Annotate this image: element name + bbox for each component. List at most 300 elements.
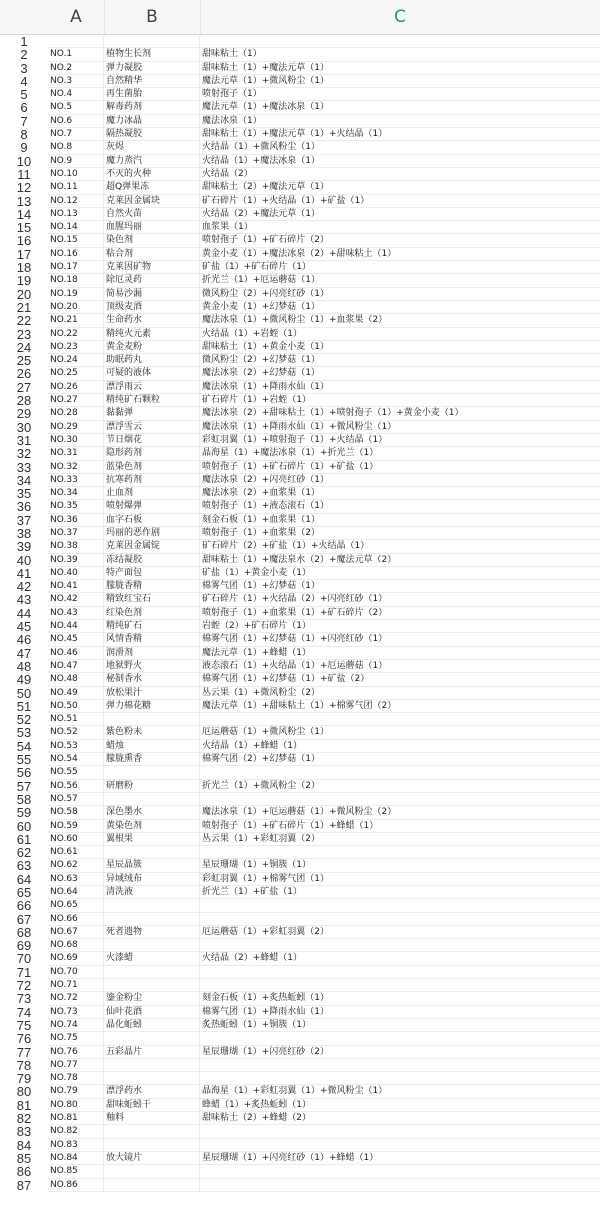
cell-a[interactable]: NO.41 xyxy=(48,580,104,593)
row-number[interactable]: 79 xyxy=(16,1071,32,1087)
cell-a[interactable]: NO.84 xyxy=(48,1152,104,1165)
cell-c[interactable] xyxy=(200,1072,600,1085)
cell-c[interactable] xyxy=(200,899,600,912)
cell-c[interactable]: 火结晶（1）+岩蛭（1） xyxy=(200,328,600,341)
cell-a[interactable]: NO.56 xyxy=(48,780,104,793)
row-number[interactable]: 36 xyxy=(16,499,32,515)
cell-c[interactable]: 喷射孢子（1）+矿石碎片（1）+矿盐（1） xyxy=(200,461,600,474)
cell-b[interactable]: 五彩晶片 xyxy=(104,1046,200,1059)
cell-a[interactable]: NO.74 xyxy=(48,1019,104,1032)
cell-a[interactable]: NO.17 xyxy=(48,261,104,274)
cell-c[interactable]: 折光兰（1）+矿盐（1） xyxy=(200,886,600,899)
row-number[interactable]: 46 xyxy=(16,632,32,648)
cell-c[interactable]: 魔法冰泉（1）+降雨水仙（1）+微风粉尘（1） xyxy=(200,421,600,434)
row-number[interactable]: 38 xyxy=(16,525,32,541)
cell-a[interactable]: NO.39 xyxy=(48,554,104,567)
cell-b[interactable]: 解毒药剂 xyxy=(104,101,200,114)
cell-c[interactable]: 甜味粘土（2）+蜂蜡（2） xyxy=(200,1112,600,1125)
cell-b[interactable]: 朦胧香精 xyxy=(104,580,200,593)
cell-c[interactable]: 甜味粘土（1）+魔法泉水（2）+魔法元草（2） xyxy=(200,554,600,567)
cell-a[interactable]: NO.36 xyxy=(48,514,104,527)
cell-b[interactable]: 顶级麦酒 xyxy=(104,301,200,314)
cell-c[interactable]: 魔法元草（1）+甜味粘土（1）+棉雾气团（2） xyxy=(200,700,600,713)
cell-c[interactable]: 火结晶（2）+蜂蜡（1） xyxy=(200,952,600,965)
row-number[interactable]: 18 xyxy=(16,260,32,276)
cell-a[interactable]: NO.27 xyxy=(48,394,104,407)
cell-a[interactable]: NO.3 xyxy=(48,75,104,88)
cell-b[interactable]: 节日烟花 xyxy=(104,434,200,447)
cell-a[interactable]: NO.44 xyxy=(48,620,104,633)
cell-a[interactable]: NO.16 xyxy=(48,248,104,261)
cell-b[interactable]: 再生菌胎 xyxy=(104,88,200,101)
row-number[interactable]: 41 xyxy=(16,565,32,581)
row-number[interactable]: 52 xyxy=(16,712,32,728)
cell-b[interactable]: 晶化蚯蚓 xyxy=(104,1019,200,1032)
cell-a[interactable]: NO.83 xyxy=(48,1139,104,1152)
cell-a[interactable]: NO.49 xyxy=(48,687,104,700)
cell-b[interactable] xyxy=(104,766,200,779)
cell-b[interactable] xyxy=(104,713,200,726)
cell-a[interactable]: NO.67 xyxy=(48,926,104,939)
cell-c[interactable]: 矿盐（1）+黄金小麦（1） xyxy=(200,567,600,580)
cell-c[interactable]: 刻金石板（1）+炙热蚯蚓（1） xyxy=(200,992,600,1005)
cell-a[interactable]: NO.26 xyxy=(48,381,104,394)
row-number[interactable]: 23 xyxy=(16,326,32,342)
cell-c[interactable] xyxy=(200,966,600,979)
cell-b[interactable] xyxy=(104,793,200,806)
row-number[interactable]: 87 xyxy=(16,1177,32,1193)
cell-b[interactable]: 魔力蒸汽 xyxy=(104,155,200,168)
row-number[interactable]: 14 xyxy=(16,206,32,222)
cell-c[interactable]: 星辰珊瑚（1）+闪亮红砂（1）+蜂蜡（1） xyxy=(200,1152,600,1165)
cell-b[interactable]: 紫色粉末 xyxy=(104,726,200,739)
cell-c[interactable]: 晶海星（1）+彩虹羽翼（1）+微风粉尘（1） xyxy=(200,1085,600,1098)
row-number[interactable]: 49 xyxy=(16,672,32,688)
cell-c[interactable]: 火结晶（1）+蜂蜡（1） xyxy=(200,740,600,753)
cell-b[interactable]: 润滑剂 xyxy=(104,647,200,660)
cell-b[interactable]: 克莱因金属锭 xyxy=(104,540,200,553)
column-header-c[interactable]: C xyxy=(394,7,406,27)
row-number[interactable]: 28 xyxy=(16,393,32,409)
cell-a[interactable]: NO.65 xyxy=(48,899,104,912)
cell-b[interactable]: 风情香精 xyxy=(104,633,200,646)
cell-b[interactable]: 隐形药剂 xyxy=(104,447,200,460)
row-number[interactable]: 60 xyxy=(16,818,32,834)
cell-a[interactable]: NO.10 xyxy=(48,168,104,181)
cell-c[interactable]: 甜味粘土（1）+黄金小麦（1） xyxy=(200,341,600,354)
cell-b[interactable]: 自然精华 xyxy=(104,75,200,88)
cell-c[interactable] xyxy=(200,793,600,806)
cell-c[interactable]: 甜味粘土（1）+魔法元草（1） xyxy=(200,62,600,75)
cell-b[interactable] xyxy=(104,1059,200,1072)
cell-a[interactable]: NO.61 xyxy=(48,846,104,859)
cell-c[interactable]: 棉雾气团（1）+幻梦菇（1）+矿盐（2） xyxy=(200,673,600,686)
cell-c[interactable]: 矿石碎片（1）+火结晶（1）+矿盐（1） xyxy=(200,195,600,208)
cell-b[interactable]: 秘制香水 xyxy=(104,673,200,686)
cell-c[interactable]: 岩蛭（2）+矿石碎片（1） xyxy=(200,620,600,633)
cell-a[interactable]: NO.77 xyxy=(48,1059,104,1072)
row-number[interactable]: 39 xyxy=(16,539,32,555)
cell-c[interactable]: 魔法元草（1）+魔法冰泉（1） xyxy=(200,101,600,114)
column-header-a[interactable]: A xyxy=(48,0,105,34)
row-number[interactable]: 73 xyxy=(16,991,32,1007)
cell-b[interactable]: 甜味蚯蚓干 xyxy=(104,1099,200,1112)
cell-a[interactable]: NO.57 xyxy=(48,793,104,806)
row-number[interactable]: 70 xyxy=(16,951,32,967)
row-number[interactable]: 22 xyxy=(16,313,32,329)
cell-b[interactable]: 蓝染色剂 xyxy=(104,461,200,474)
cell-c[interactable]: 喷射孢子（1）+矿石碎片（1）+蜂蜡（1） xyxy=(200,820,600,833)
cell-c[interactable]: 火结晶（2）+魔法元草（1） xyxy=(200,208,600,221)
cell-c[interactable]: 矿石碎片（1）+岩蛭（1） xyxy=(200,394,600,407)
row-number[interactable]: 51 xyxy=(16,698,32,714)
row-number[interactable]: 61 xyxy=(16,831,32,847)
cell-c[interactable]: 魔法元草（1）+蜂蜡（1） xyxy=(200,647,600,660)
cell-c[interactable]: 微风粉尘（2）+幻梦菇（1） xyxy=(200,354,600,367)
cell-a[interactable]: NO.52 xyxy=(48,726,104,739)
cell-b[interactable]: 漂浮雨云 xyxy=(104,381,200,394)
cell-b[interactable]: 死者遗物 xyxy=(104,926,200,939)
cell-b[interactable]: 可疑的液体 xyxy=(104,367,200,380)
cell-a[interactable]: NO.15 xyxy=(48,234,104,247)
cell-a[interactable]: NO.23 xyxy=(48,341,104,354)
row-number[interactable]: 67 xyxy=(16,911,32,927)
row-number[interactable]: 19 xyxy=(16,273,32,289)
cell-a[interactable]: NO.1 xyxy=(48,48,104,61)
row-number[interactable]: 56 xyxy=(16,765,32,781)
cell-b[interactable]: 克莱因矿物 xyxy=(104,261,200,274)
cell-c[interactable]: 丛云果（1）+微风粉尘（2） xyxy=(200,687,600,700)
cell-b[interactable]: 玛丽的恶作剧 xyxy=(104,527,200,540)
cell-a[interactable]: NO.18 xyxy=(48,274,104,287)
cell-b[interactable]: 黏黏弹 xyxy=(104,407,200,420)
row-number[interactable]: 7 xyxy=(20,113,28,129)
cell-a[interactable]: NO.81 xyxy=(48,1112,104,1125)
row-number[interactable]: 71 xyxy=(16,964,32,980)
cell-a[interactable]: NO.76 xyxy=(48,1046,104,1059)
row-number[interactable]: 53 xyxy=(16,725,32,741)
cell-c[interactable]: 折光兰（1）+微风粉尘（2） xyxy=(200,780,600,793)
cell-c[interactable]: 棉雾气团（2）+幻梦菇（1） xyxy=(200,753,600,766)
cell-c[interactable]: 矿石碎片（1）+火结晶（2）+闪亮红砂（1） xyxy=(200,593,600,606)
cell-a[interactable]: NO.47 xyxy=(48,660,104,673)
cell-a[interactable]: NO.62 xyxy=(48,859,104,872)
cell-b[interactable]: 灰烬 xyxy=(104,141,200,154)
row-number[interactable]: 76 xyxy=(16,1031,32,1047)
cell-a[interactable]: NO.46 xyxy=(48,647,104,660)
cell-c[interactable]: 火结晶（2） xyxy=(200,168,600,181)
row-number[interactable]: 47 xyxy=(16,645,32,661)
row-number[interactable]: 82 xyxy=(16,1111,32,1127)
cell-b[interactable]: 精纯矿石颗粒 xyxy=(104,394,200,407)
cell-b[interactable]: 精纯矿石 xyxy=(104,620,200,633)
row-number[interactable]: 3 xyxy=(20,60,28,76)
row-number[interactable]: 59 xyxy=(16,805,32,821)
cell-a[interactable]: NO.43 xyxy=(48,607,104,620)
row-number[interactable]: 57 xyxy=(16,778,32,794)
cell-b[interactable] xyxy=(104,1165,200,1178)
cell-c[interactable]: 魔法冰泉（1）+厄运蘑菇（1）+微风粉尘（2） xyxy=(200,806,600,819)
cell-b[interactable]: 自然火苗 xyxy=(104,208,200,221)
row-number[interactable]: 30 xyxy=(16,419,32,435)
row-number[interactable]: 86 xyxy=(16,1164,32,1180)
cell-a[interactable]: NO.21 xyxy=(48,314,104,327)
cell-a[interactable]: NO.64 xyxy=(48,886,104,899)
cell-a[interactable]: NO.80 xyxy=(48,1099,104,1112)
row-number[interactable]: 45 xyxy=(16,619,32,635)
cell-b[interactable] xyxy=(104,1125,200,1138)
cell-a[interactable] xyxy=(48,35,104,48)
row-number[interactable]: 55 xyxy=(16,752,32,768)
cell-c[interactable]: 矿盐（1）+矿石碎片（1） xyxy=(200,261,600,274)
cell-b[interactable]: 除厄灵药 xyxy=(104,274,200,287)
cell-b[interactable]: 染色剂 xyxy=(104,234,200,247)
row-number[interactable]: 84 xyxy=(16,1137,32,1153)
cell-b[interactable]: 放大镜片 xyxy=(104,1152,200,1165)
cell-b[interactable] xyxy=(104,1032,200,1045)
cell-c[interactable]: 星辰珊瑚（1）+铜簇（1） xyxy=(200,859,600,872)
row-number[interactable]: 15 xyxy=(16,220,32,236)
cell-a[interactable]: NO.78 xyxy=(48,1072,104,1085)
cell-c[interactable]: 喷射孢子（1） xyxy=(200,88,600,101)
cell-a[interactable]: NO.69 xyxy=(48,952,104,965)
cell-a[interactable]: NO.20 xyxy=(48,301,104,314)
cell-a[interactable]: NO.85 xyxy=(48,1165,104,1178)
cell-c[interactable]: 黄金小麦（1）+幻梦菇（1） xyxy=(200,301,600,314)
cell-a[interactable]: NO.34 xyxy=(48,487,104,500)
cell-c[interactable]: 矿石碎片（2）+矿盐（1）+火结晶（1） xyxy=(200,540,600,553)
cell-c[interactable]: 彩虹羽翼（1）+棉雾气团（1） xyxy=(200,873,600,886)
cell-b[interactable]: 翼根果 xyxy=(104,833,200,846)
cell-a[interactable]: NO.28 xyxy=(48,407,104,420)
cell-c[interactable] xyxy=(200,939,600,952)
row-number[interactable]: 66 xyxy=(16,898,32,914)
row-number[interactable]: 74 xyxy=(16,1004,32,1020)
cell-c[interactable]: 甜味粘土（2）+魔法元草（1） xyxy=(200,181,600,194)
row-number[interactable]: 5 xyxy=(20,87,28,103)
cell-b[interactable] xyxy=(104,1072,200,1085)
row-number[interactable]: 34 xyxy=(16,472,32,488)
cell-a[interactable]: NO.35 xyxy=(48,500,104,513)
cell-a[interactable]: NO.8 xyxy=(48,141,104,154)
cell-c[interactable]: 彩虹羽翼（1）+喷射孢子（1）+火结晶（1） xyxy=(200,434,600,447)
cell-c[interactable]: 星辰珊瑚（1）+闪亮红砂（2） xyxy=(200,1046,600,1059)
cell-a[interactable]: NO.86 xyxy=(48,1179,104,1192)
cell-a[interactable]: NO.66 xyxy=(48,913,104,926)
cell-a[interactable]: NO.30 xyxy=(48,434,104,447)
cell-b[interactable]: 不灭的火种 xyxy=(104,168,200,181)
cell-b[interactable]: 深色墨水 xyxy=(104,806,200,819)
row-number[interactable]: 29 xyxy=(16,406,32,422)
row-number[interactable]: 62 xyxy=(16,845,32,861)
cell-c[interactable]: 魔法元草（1）+微风粉尘（1） xyxy=(200,75,600,88)
cell-b[interactable] xyxy=(104,846,200,859)
cell-c[interactable] xyxy=(200,1125,600,1138)
cell-a[interactable]: NO.75 xyxy=(48,1032,104,1045)
cell-c[interactable]: 液态滚石（1）+火结晶（1）+厄运蘑菇（1） xyxy=(200,660,600,673)
cell-c[interactable] xyxy=(200,1179,600,1192)
row-number[interactable]: 20 xyxy=(16,286,32,302)
cell-a[interactable]: NO.37 xyxy=(48,527,104,540)
row-number[interactable]: 9 xyxy=(20,140,28,156)
cell-b[interactable]: 抗寒药剂 xyxy=(104,474,200,487)
cell-c[interactable]: 甜味粘土（1） xyxy=(200,48,600,61)
row-number[interactable]: 8 xyxy=(20,127,28,143)
row-number[interactable]: 2 xyxy=(20,47,28,63)
cell-a[interactable]: NO.48 xyxy=(48,673,104,686)
row-number[interactable]: 69 xyxy=(16,938,32,954)
cell-a[interactable]: NO.33 xyxy=(48,474,104,487)
cell-b[interactable]: 黄金麦粉 xyxy=(104,341,200,354)
row-number[interactable]: 17 xyxy=(16,246,32,262)
cell-b[interactable]: 蜡烛 xyxy=(104,740,200,753)
cell-b[interactable]: 研磨粉 xyxy=(104,780,200,793)
cell-a[interactable]: NO.25 xyxy=(48,367,104,380)
cell-a[interactable]: NO.70 xyxy=(48,966,104,979)
cell-a[interactable]: NO.72 xyxy=(48,992,104,1005)
row-number[interactable]: 26 xyxy=(16,366,32,382)
cell-b[interactable]: 隔热凝胶 xyxy=(104,128,200,141)
row-number[interactable]: 33 xyxy=(16,459,32,475)
cell-c[interactable]: 喷射孢子（1）+矿石碎片（2） xyxy=(200,234,600,247)
cell-b[interactable] xyxy=(104,966,200,979)
cell-c[interactable]: 喷射孢子（1）+血浆果（2） xyxy=(200,527,600,540)
cell-b[interactable]: 仙叶花酒 xyxy=(104,1006,200,1019)
cell-c[interactable] xyxy=(200,1059,600,1072)
cell-b[interactable]: 漂浮雪云 xyxy=(104,421,200,434)
cell-b[interactable] xyxy=(104,939,200,952)
cell-c[interactable] xyxy=(200,766,600,779)
cell-b[interactable]: 朦胧熏香 xyxy=(104,753,200,766)
cell-c[interactable]: 火结晶（1）+魔法冰泉（1） xyxy=(200,155,600,168)
cell-c[interactable]: 厄运蘑菇（1）+微风粉尘（1） xyxy=(200,726,600,739)
row-number[interactable]: 10 xyxy=(16,153,32,169)
cell-a[interactable]: NO.68 xyxy=(48,939,104,952)
cell-c[interactable] xyxy=(200,713,600,726)
row-number[interactable]: 42 xyxy=(16,579,32,595)
cell-a[interactable]: NO.55 xyxy=(48,766,104,779)
row-number[interactable]: 65 xyxy=(16,885,32,900)
cell-a[interactable]: NO.29 xyxy=(48,421,104,434)
cell-a[interactable]: NO.71 xyxy=(48,979,104,992)
cell-b[interactable]: 鎏金粉尘 xyxy=(104,992,200,1005)
cell-b[interactable]: 血腥玛丽 xyxy=(104,221,200,234)
cell-b[interactable]: 放松果汁 xyxy=(104,687,200,700)
cell-c[interactable] xyxy=(200,1139,600,1152)
cell-c[interactable]: 刻金石板（1）+血浆果（1） xyxy=(200,514,600,527)
cell-c[interactable]: 微风粉尘（2）+闪亮红砂（1） xyxy=(200,288,600,301)
row-number[interactable]: 27 xyxy=(16,379,32,395)
row-number[interactable]: 75 xyxy=(16,1017,32,1033)
row-number[interactable]: 43 xyxy=(16,592,32,608)
cell-a[interactable]: NO.24 xyxy=(48,354,104,367)
cell-a[interactable]: NO.54 xyxy=(48,753,104,766)
cell-c[interactable] xyxy=(200,913,600,926)
row-number[interactable]: 6 xyxy=(20,100,28,116)
row-number[interactable]: 11 xyxy=(17,166,31,182)
cell-b[interactable]: 漂浮药水 xyxy=(104,1085,200,1098)
cell-a[interactable]: NO.45 xyxy=(48,633,104,646)
cell-a[interactable]: NO.32 xyxy=(48,461,104,474)
cell-a[interactable]: NO.51 xyxy=(48,713,104,726)
cell-b[interactable]: 红染色剂 xyxy=(104,607,200,620)
cell-b[interactable]: 植物生长剂 xyxy=(104,48,200,61)
cell-b[interactable] xyxy=(104,1179,200,1192)
row-number[interactable]: 83 xyxy=(16,1124,32,1140)
cell-a[interactable]: NO.38 xyxy=(48,540,104,553)
cell-a[interactable]: NO.22 xyxy=(48,328,104,341)
cell-a[interactable]: NO.7 xyxy=(48,128,104,141)
cell-b[interactable]: 弹力凝胶 xyxy=(104,62,200,75)
cell-b[interactable]: 简易沙漏 xyxy=(104,288,200,301)
cell-b[interactable]: 超Q弹果冻 xyxy=(104,181,200,194)
cell-c[interactable] xyxy=(200,846,600,859)
row-number[interactable]: 80 xyxy=(16,1084,32,1100)
cell-b[interactable]: 血字石板 xyxy=(104,514,200,527)
cell-b[interactable]: 克莱因金属块 xyxy=(104,195,200,208)
row-number[interactable]: 13 xyxy=(16,193,32,209)
row-number[interactable]: 50 xyxy=(16,685,32,701)
row-number[interactable]: 78 xyxy=(16,1057,32,1073)
cell-b[interactable]: 清洗液 xyxy=(104,886,200,899)
cell-c[interactable]: 火结晶（1）+微风粉尘（1） xyxy=(200,141,600,154)
cell-c[interactable]: 魔法冰泉（2）+血浆果（1） xyxy=(200,487,600,500)
row-number[interactable]: 1 xyxy=(20,34,28,49)
cell-a[interactable]: NO.82 xyxy=(48,1125,104,1138)
cell-a[interactable]: NO.50 xyxy=(48,700,104,713)
row-number[interactable]: 24 xyxy=(16,339,32,355)
cell-a[interactable]: NO.53 xyxy=(48,740,104,753)
row-number[interactable]: 64 xyxy=(16,871,32,887)
row-number[interactable]: 35 xyxy=(16,486,32,502)
cell-c[interactable]: 魔法冰泉（2）+甜味粘土（1）+喷射孢子（1）+黄金小麦（1） xyxy=(200,407,600,420)
cell-a[interactable]: NO.79 xyxy=(48,1085,104,1098)
cell-c[interactable]: 晶海星（1）+魔法冰泉（1）+折光兰（1） xyxy=(200,447,600,460)
cell-b[interactable]: 喷射爆弹 xyxy=(104,500,200,513)
cell-c[interactable]: 厄运蘑菇（1）+彩虹羽翼（2） xyxy=(200,926,600,939)
row-number[interactable]: 31 xyxy=(16,432,32,448)
cell-c[interactable]: 折光兰（1）+厄运蘑菇（1） xyxy=(200,274,600,287)
cell-b[interactable]: 粘合剂 xyxy=(104,248,200,261)
cell-b[interactable]: 冻结凝胶 xyxy=(104,554,200,567)
cell-a[interactable]: NO.59 xyxy=(48,820,104,833)
cell-a[interactable]: NO.63 xyxy=(48,873,104,886)
cell-c[interactable]: 棉雾气团（1）+降雨水仙（1） xyxy=(200,1006,600,1019)
row-number[interactable]: 37 xyxy=(16,512,32,528)
row-number[interactable]: 58 xyxy=(16,791,32,807)
cell-c[interactable]: 魔法冰泉（2）+闪亮红砂（1） xyxy=(200,474,600,487)
cell-a[interactable]: NO.31 xyxy=(48,447,104,460)
cell-b[interactable]: 釉料 xyxy=(104,1112,200,1125)
row-number[interactable]: 40 xyxy=(16,552,32,568)
cell-b[interactable]: 火漆蜡 xyxy=(104,952,200,965)
row-number[interactable]: 48 xyxy=(16,658,32,674)
row-number[interactable]: 21 xyxy=(16,299,32,315)
cell-c[interactable] xyxy=(200,1032,600,1045)
cell-c[interactable] xyxy=(200,35,600,48)
cell-a[interactable]: NO.5 xyxy=(48,101,104,114)
cell-b[interactable] xyxy=(104,899,200,912)
cell-a[interactable]: NO.40 xyxy=(48,567,104,580)
cell-c[interactable]: 魔法冰泉（1）+降雨水仙（1） xyxy=(200,381,600,394)
cell-c[interactable]: 甜味粘土（1）+魔法元草（1）+火结晶（1） xyxy=(200,128,600,141)
cell-a[interactable]: NO.13 xyxy=(48,208,104,221)
cell-a[interactable]: NO.12 xyxy=(48,195,104,208)
cell-b[interactable]: 精纯火元素 xyxy=(104,328,200,341)
cell-c[interactable]: 黄金小麦（1）+魔法冰泉（2）+甜味粘土（1） xyxy=(200,248,600,261)
cell-c[interactable]: 魔法冰泉（1）+微风粉尘（1）+血浆果（2） xyxy=(200,314,600,327)
cell-c[interactable]: 喷射孢子（1）+血浆果（1）+矿石碎片（2） xyxy=(200,607,600,620)
